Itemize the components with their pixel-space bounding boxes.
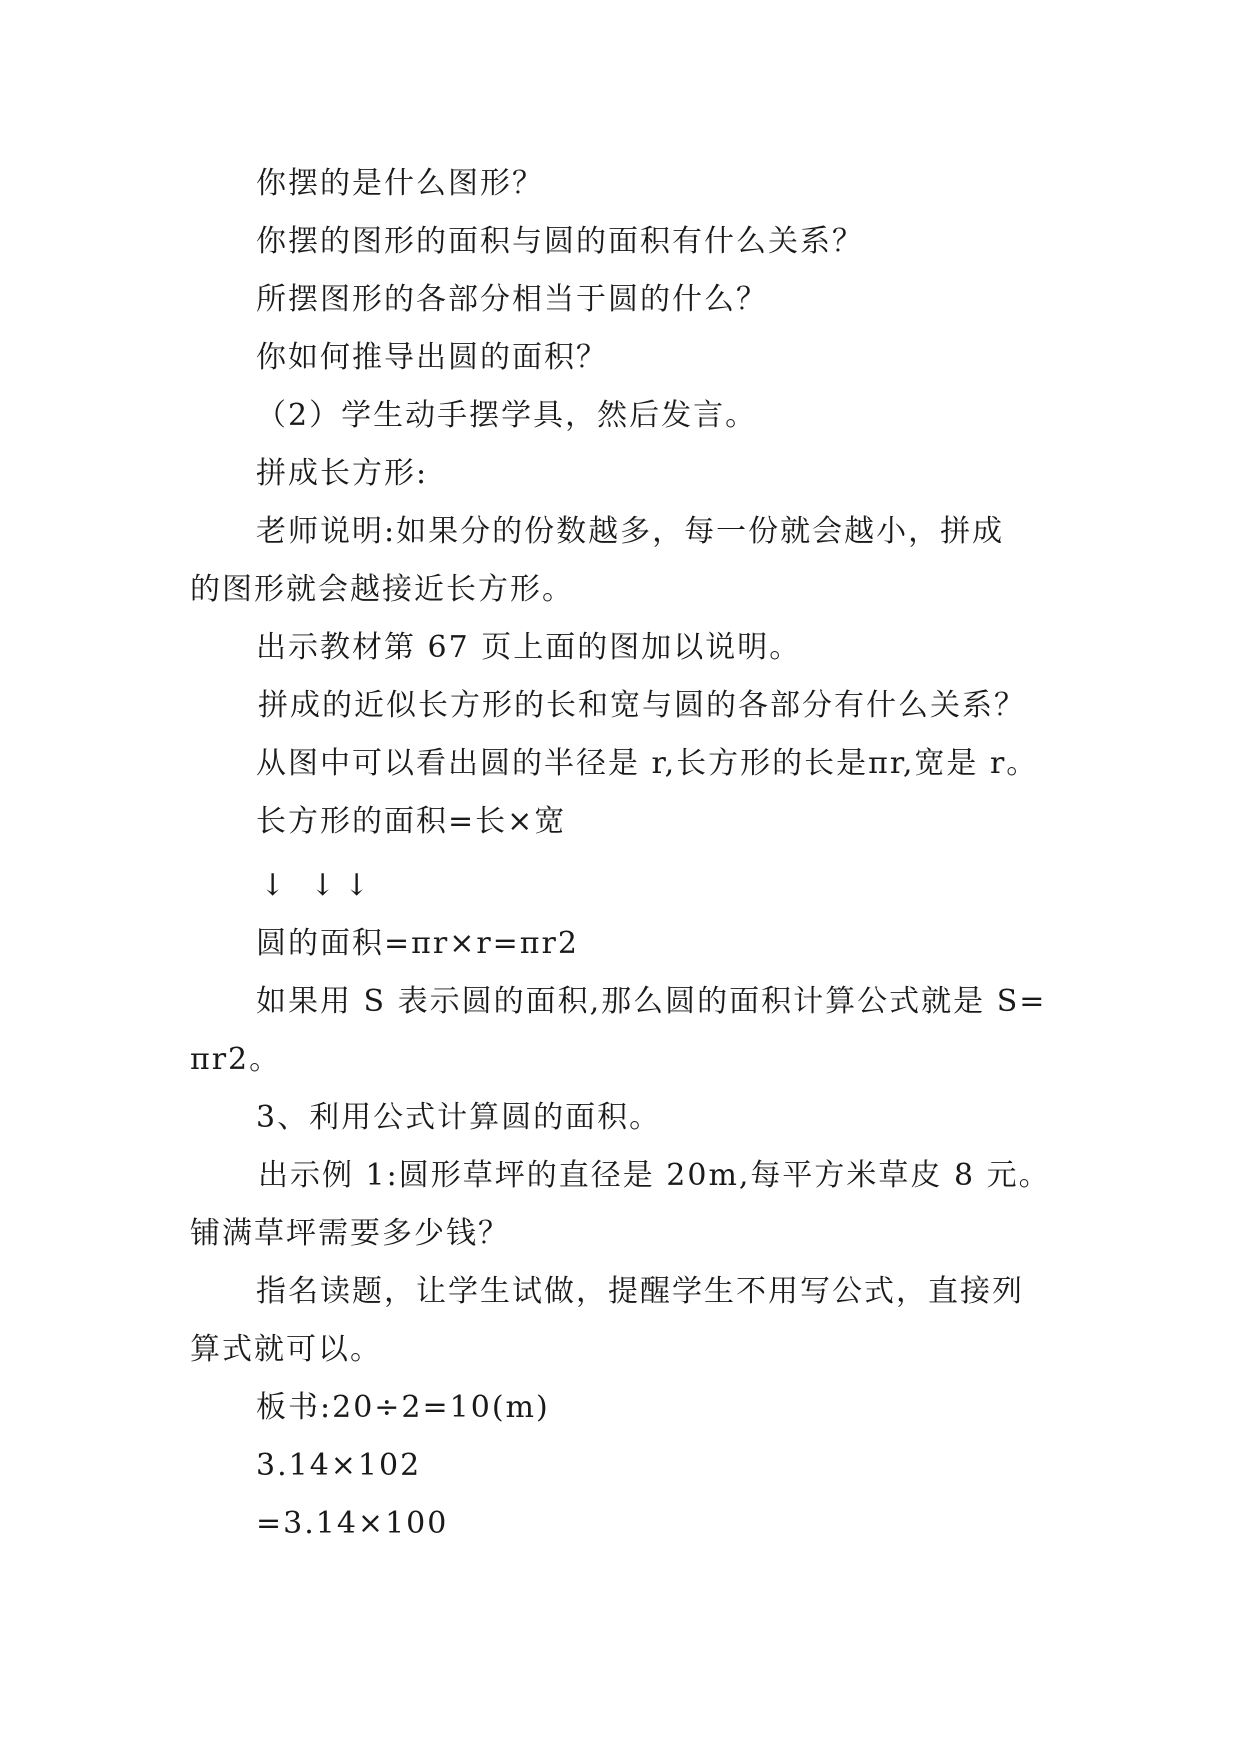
derivation-arrows [256,866,456,906]
text-line: 3、利用公式计算圆的面积。 [256,1100,662,1135]
text-line: 圆的面积=πr×r=πr2 [256,926,579,961]
text-line: 指名读题，让学生试做，提醒学生不用写公式，直接列 [256,1274,1024,1309]
text-line: =3.14×100 [256,1506,449,1541]
text-line: 所摆图形的各部分相当于圆的什么？ [256,282,768,317]
text-line: 你如何推导出圆的面积？ [256,340,608,375]
text-line: 你摆的是什么图形？ [256,166,544,201]
text-line: （2）学生动手摆学具，然后发言。 [256,398,758,433]
text-line: 长方形的面积=长×宽 [256,804,567,839]
down-arrow-icon: ↓ [344,868,372,903]
down-arrow-icon: ↓ [260,868,288,903]
text-line: 拼成的近似长方形的长和宽与圆的各部分有什么关系？ [258,688,1026,723]
text-line: 板书:20÷2=10(m) [256,1390,550,1425]
text-line: 拼成长方形: [256,456,429,491]
text-line: 算式就可以。 [190,1332,382,1367]
text-line: 出示教材第 67 页上面的图加以说明。 [256,630,802,665]
text-line: 你摆的图形的面积与圆的面积有什么关系？ [256,224,864,259]
text-line: 铺满草坪需要多少钱？ [190,1216,510,1251]
text-line: 的图形就会越接近长方形。 [190,572,574,607]
text-line: 如果用 S 表示圆的面积,那么圆的面积计算公式就是 S= [256,984,1047,1019]
down-arrow-icon: ↓ [310,868,338,903]
text-line: 出示例 1:圆形草坪的直径是 20m,每平方米草皮 8 元。 [258,1158,1051,1193]
text-line: 3.14×102 [256,1448,422,1483]
text-line: 从图中可以看出圆的半径是 r,长方形的长是πr,宽是 r。 [256,746,1039,781]
text-line: 老师说明:如果分的份数越多，每一份就会越小，拼成 [256,514,1005,549]
text-line: πr2。 [190,1042,282,1077]
